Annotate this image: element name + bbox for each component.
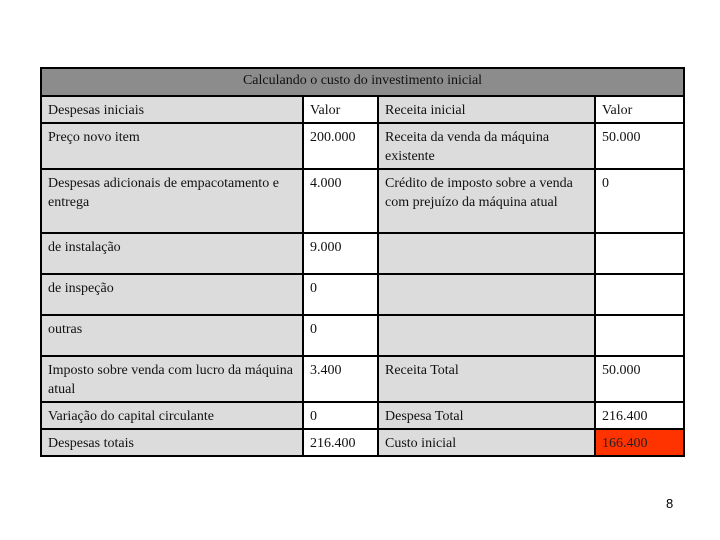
header-row: [41, 96, 684, 123]
table-row: [41, 274, 684, 315]
page-number: 8: [666, 496, 674, 511]
cell: Despesas totais: [41, 429, 303, 456]
cell: 50.000: [595, 123, 684, 169]
column-header: Despesas iniciais: [41, 96, 303, 123]
cell: Despesas adicionais de empacotamento e entrega: [41, 169, 303, 233]
table-row: [41, 169, 684, 233]
cell: Preço novo item: [41, 123, 303, 169]
cell: 200.000: [303, 123, 378, 169]
table-row: [41, 429, 684, 456]
cell: [378, 315, 595, 356]
cell: 0: [303, 274, 378, 315]
cell: Crédito de imposto sobre a venda com prejuízo da máquina atual: [378, 169, 595, 233]
cell: 216.400: [303, 429, 378, 456]
cell: [595, 315, 684, 356]
cell: outras: [41, 315, 303, 356]
title-row: [41, 68, 684, 96]
column-header: Valor: [303, 96, 378, 123]
cell: de instalação: [41, 233, 303, 274]
cell: 50.000: [595, 356, 684, 402]
table-row: [41, 123, 684, 169]
cell: 0: [595, 169, 684, 233]
table-row: [41, 356, 684, 402]
cell: Custo inicial: [378, 429, 595, 456]
cell: 0: [303, 315, 378, 356]
cell: [595, 233, 684, 274]
cell: Receita Total: [378, 356, 595, 402]
investment-cost-table: [40, 67, 685, 457]
column-header: Valor: [595, 96, 684, 123]
table-row: [41, 402, 684, 429]
cell: 216.400: [595, 402, 684, 429]
cell: 0: [303, 402, 378, 429]
table-row: [41, 233, 684, 274]
cell: [595, 274, 684, 315]
cell: Imposto sobre venda com lucro da máquina atual: [41, 356, 303, 402]
cell: Despesa Total: [378, 402, 595, 429]
column-header: Receita inicial: [378, 96, 595, 123]
initial-cost-highlight-cell: 166.400: [595, 429, 684, 456]
cell: 3.400: [303, 356, 378, 402]
table-row: [41, 315, 684, 356]
cell: [378, 274, 595, 315]
cell: 4.000: [303, 169, 378, 233]
cell: Variação do capital circulante: [41, 402, 303, 429]
cell: Receita da venda da máquina existente: [378, 123, 595, 169]
cell: 9.000: [303, 233, 378, 274]
table-title: Calculando o custo do investimento inicial: [41, 68, 684, 96]
cell: [378, 233, 595, 274]
cell: de inspeção: [41, 274, 303, 315]
